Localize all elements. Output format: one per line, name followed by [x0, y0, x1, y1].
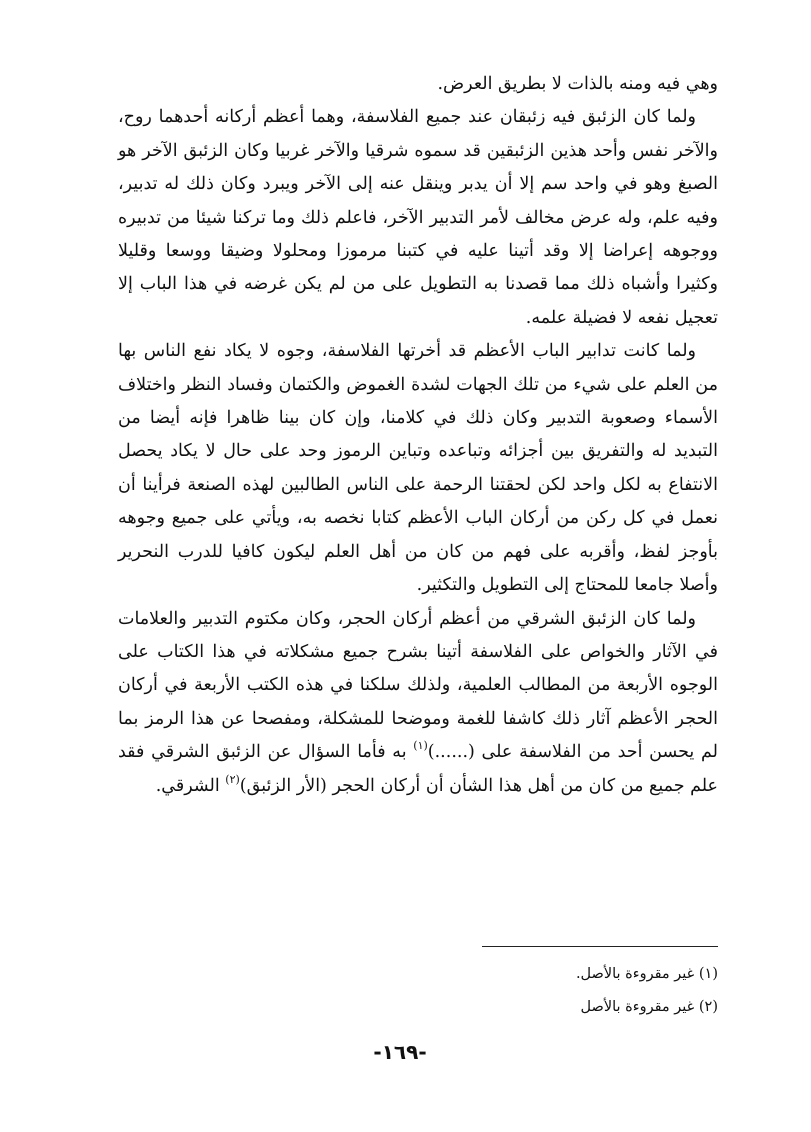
paragraph-4-part-b: به فأما السؤال عن الزئبق الشرقي فقد علم جميع من كان من أهل هذا الشأن أن أركان الحجر (الأر الزئبق) [118, 742, 718, 796]
paragraph-4 [118, 603, 718, 803]
paragraph-3: ولما كانت تدابير الباب الأعظم قد أخرتها الفلاسفة، وجوه لا يكاد نفع الناس بها من العلم على شيء من تلك الجهات لشدة الغموض والكتمان وفساد النظر واختلاف الأسماء وصعوبة التدبير وكان ذلك في كلامنا، وإن كان بينا ظاهرا فإنه أيضا من التبديد له والتفريق بين أجزائه وتباعده وتباين الرموز وحد على حال لا يكاد يحصل الانتفاع به لكل واحد لكن لحقتنا الرحمة على الناس الطالبين لهذه الصنعة فرأينا أن نعمل في كل ركن من أركان الباب الأعظم كتابا نخصه به، ويأتي على جميع وجوهه بأوجز لفظ، وأقربه على فهم من كان من أهل العلم ليكون كافيا للدرب النحرير وأصلا جامعا للمحتاج إلى التطويل والتكثير. [118, 341, 718, 596]
paragraph-4-part-c: الشرقي. [155, 775, 226, 796]
footnote-ref-2: (٢) [225, 772, 240, 786]
footnote-2: (٢) غير مقروءة بالأصل [580, 999, 718, 1015]
footnote-1: (١) غير مقروءة بالأصل. [575, 966, 718, 982]
page-number: -١٦٩- [373, 1040, 427, 1064]
footnotes [420, 958, 718, 1024]
paragraph-1: وهي فيه ومنه بالذات لا بطريق العرض. [437, 74, 718, 94]
main-text [118, 68, 718, 803]
paragraph-2: ولما كان الزئبق فيه زئبقان عند جميع الفلاسفة، وهما أعظم أركانه أحدهما روح، والآخر نفس وأحد هذين الزئبقين قد سموه شرقيا والآخر غربيا وكان الزئبق الآخر هو الصبغ وهو في واحد سم إلا أن يدبر وينقل عنه إلى الآخر ويبرد وكان ذلك له تدبير، وفيه علم، وله عرض مخالف لأمر التدبير الآخر، فاعلم ذلك وما تركنا شيئا من تدبيره ووجوهه إعراضا إلا وقد أتينا عليه في كتبنا مرموزا ومحلولا وضيقا ووسعا وقليلا وكثيرا وأشباه ذلك مما قصدنا به التطويل على من لم يكن غرضه في هذا الباب إلا تعجيل نفعه لا فضيلة علمه. [118, 107, 718, 328]
paragraph-4-part-a: ولما كان الزئبق الشرقي من أعظم أركان الحجر، وكان مكتوم التدبير والعلامات في الآثار والخواص على الفلاسفة أتينا بشرح جميع مشكلاته في هذا الكتاب على الوجوه الأربعة من المطالب العلمية، ولذلك سلكنا في هذه الكتب الأربعة في أركان الحجر الأعظم آثار ذلك كاشفا للغمة وموضحا للمشكلة، ومفصحا عن هذا الرمز بما لم يحسن أحد من الفلاسفة على (......) [118, 608, 718, 763]
footnote-ref-1: (١) [413, 739, 428, 753]
footnote-separator [482, 946, 718, 947]
